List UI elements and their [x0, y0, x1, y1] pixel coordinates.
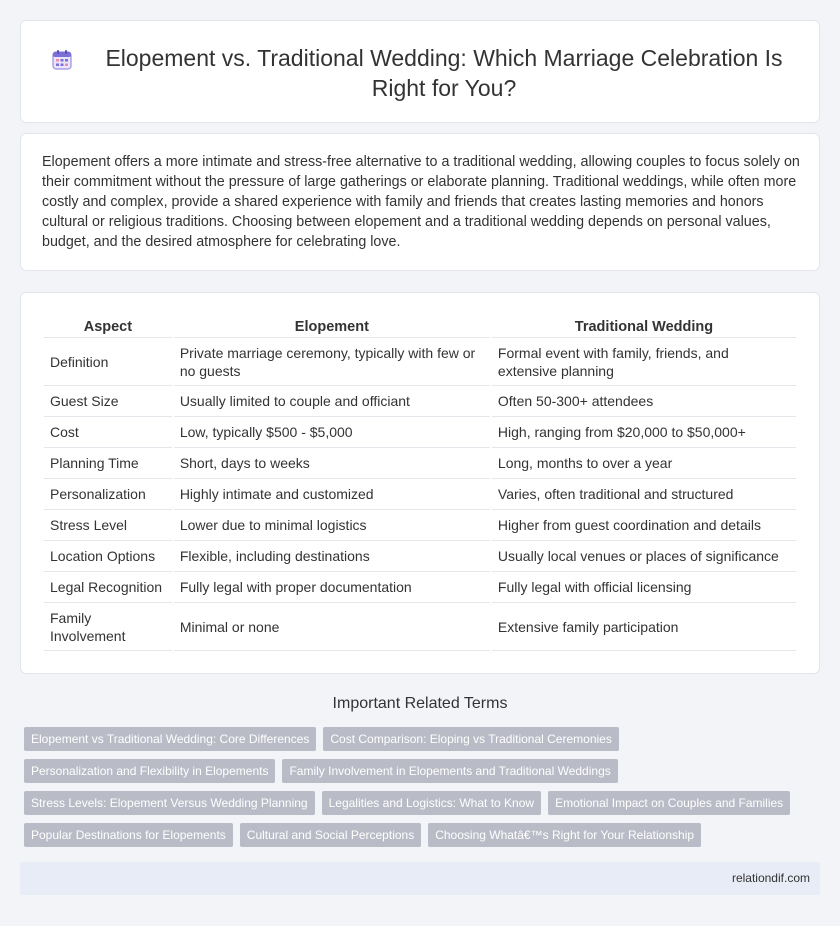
related-term-tag[interactable]: Cultural and Social Perceptions — [240, 823, 421, 847]
related-term-tag[interactable]: Elopement vs Traditional Wedding: Core Differences — [24, 727, 316, 751]
table-header: Aspect — [44, 314, 172, 338]
table-cell: Often 50-300+ attendees — [492, 386, 796, 417]
related-term-tag[interactable]: Stress Levels: Elopement Versus Wedding Planning — [24, 791, 315, 815]
related-term-tag[interactable]: Emotional Impact on Couples and Families — [548, 791, 790, 815]
tag-row — [24, 791, 804, 815]
header-card — [20, 20, 820, 123]
related-terms-title: Important Related Terms — [332, 695, 508, 712]
table-cell: Fully legal with proper documentation — [174, 572, 490, 603]
table-cell: Location Options — [44, 541, 172, 572]
tag-row — [24, 727, 804, 751]
comparison-table — [42, 314, 798, 651]
table-cell: Planning Time — [44, 448, 172, 479]
table-header-row — [44, 314, 796, 338]
table-row — [44, 448, 796, 479]
table-cell: Cost — [44, 417, 172, 448]
footer-site-link[interactable]: relationdif.com — [731, 871, 810, 885]
table-cell: Legal Recognition — [44, 572, 172, 603]
table-header: Traditional Wedding — [492, 314, 796, 338]
table-cell: Flexible, including destinations — [174, 541, 490, 572]
table-cell: Fully legal with official licensing — [492, 572, 796, 603]
table-row — [44, 541, 796, 572]
table-cell: Definition — [44, 338, 172, 386]
table-cell: Highly intimate and customized — [174, 479, 490, 510]
table-cell: Family Involvement — [44, 603, 172, 651]
comparison-card — [20, 292, 820, 674]
table-cell: Guest Size — [44, 386, 172, 417]
table-row — [44, 572, 796, 603]
related-term-tag[interactable]: Personalization and Flexibility in Elopements — [24, 759, 275, 783]
table-cell: Usually limited to couple and officiant — [174, 386, 490, 417]
table-cell: Low, typically $500 - $5,000 — [174, 417, 490, 448]
table-cell: Higher from guest coordination and details — [492, 510, 796, 541]
table-cell: Stress Level — [44, 510, 172, 541]
related-term-tag[interactable]: Choosing Whatâ€™s Right for Your Relationship — [428, 823, 701, 847]
table-cell: Private marriage ceremony, typically with few or no guests — [174, 338, 490, 386]
table-cell: Personalization — [44, 479, 172, 510]
related-term-tag[interactable]: Cost Comparison: Eloping vs Traditional Ceremonies — [323, 727, 618, 751]
table-row — [44, 510, 796, 541]
table-row — [44, 386, 796, 417]
related-term-tag[interactable]: Family Involvement in Elopements and Traditional Weddings — [282, 759, 617, 783]
related-term-tag[interactable]: Popular Destinations for Elopements — [24, 823, 233, 847]
footer — [20, 862, 820, 895]
table-header: Elopement — [174, 314, 490, 338]
tag-row — [24, 823, 804, 847]
table-cell: Short, days to weeks — [174, 448, 490, 479]
tag-row — [24, 759, 804, 783]
table-cell: Minimal or none — [174, 603, 490, 651]
table-cell: Lower due to minimal logistics — [174, 510, 490, 541]
table-cell: Formal event with family, friends, and extensive planning — [492, 338, 796, 386]
related-term-tag[interactable]: Legalities and Logistics: What to Know — [322, 791, 541, 815]
related-terms-list — [24, 727, 804, 855]
table-cell: High, ranging from $20,000 to $50,000+ — [492, 417, 796, 448]
table-row — [44, 479, 796, 510]
table-cell: Long, months to over a year — [492, 448, 796, 479]
table-cell: Extensive family participation — [492, 603, 796, 651]
table-row — [44, 338, 796, 386]
table-cell: Usually local venues or places of significance — [492, 541, 796, 572]
table-row — [44, 417, 796, 448]
table-row — [44, 603, 796, 651]
intro-card — [20, 133, 820, 271]
table-cell: Varies, often traditional and structured — [492, 479, 796, 510]
intro-paragraph: Elopement offers a more intimate and stress-free alternative to a traditional wedding, allowing couples to focus solely on their commitment without the pressure of large gatherings or elaborate planning. Traditional weddings, while often more costly and complex, provide a shared experience with family and friends that creates lasting memories and honors cultural or religious traditions. Choosing between elopement and a traditional wedding depends on personal values, budget, and the desired atmosphere for celebrating love. — [42, 154, 800, 250]
page-title: Elopement vs. Traditional Wedding: Which Marriage Celebration Is Right for You? — [105, 45, 783, 101]
